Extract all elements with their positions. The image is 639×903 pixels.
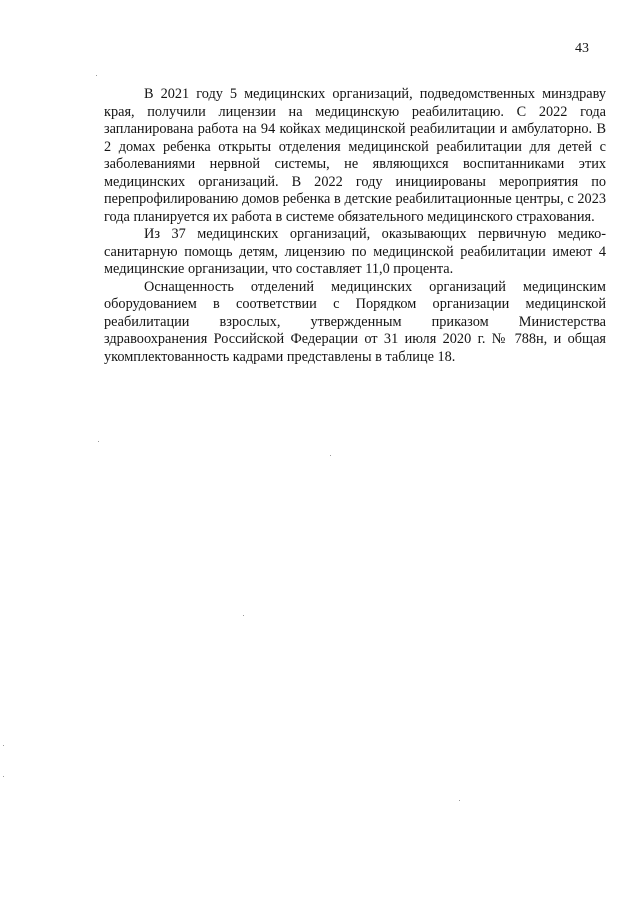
scan-speck xyxy=(330,455,331,456)
scan-speck xyxy=(96,75,97,76)
body-text xyxy=(104,86,606,366)
scan-speck xyxy=(3,776,4,777)
scan-speck xyxy=(98,441,99,442)
paragraph-primary-care-organizations: Из 37 медицинских организаций, оказывающих первичную медико-санитарную помощь детям, лицензию по медицинской реабилитации имеют 4 медицинские организации, что составляет 11,0 процента. xyxy=(104,226,606,277)
paragraph-equipment-and-staffing: Оснащенность отделений медицинских организаций медицинским оборудованием в соответствии с Порядком организации медицинской реабилитации взрослых, утвержденным приказом Министерства здравоохранения Российской Федерации от 31 июля 2020 г. № 788н, и общая укомплектованность кадрами представлены в таблице 18. xyxy=(104,278,606,365)
scan-speck xyxy=(459,800,460,801)
paragraph-rehabilitation-licenses: В 2021 году 5 медицинских организаций, подведомственных минздраву края, получили лицензии на медицинскую реабилитацию. С 2022 года запланирована работа на 94 койках медицинской реабилитации и амбулаторно. В 2 домах ребенка открыты отделения медицинской реабилитации для детей с заболеваниями нервной системы, не являющихся воспитанниками этих медицинских организаций. В 2022 году инициированы мероприятия по перепрофилированию домов ребенка в детские реабилитационные центры, с 2023 года планируется их работа в системе обязательного медицинского страхования. xyxy=(104,86,606,225)
page-number: 43 xyxy=(575,41,589,56)
scan-speck xyxy=(243,615,244,616)
scan-speck xyxy=(3,745,4,746)
